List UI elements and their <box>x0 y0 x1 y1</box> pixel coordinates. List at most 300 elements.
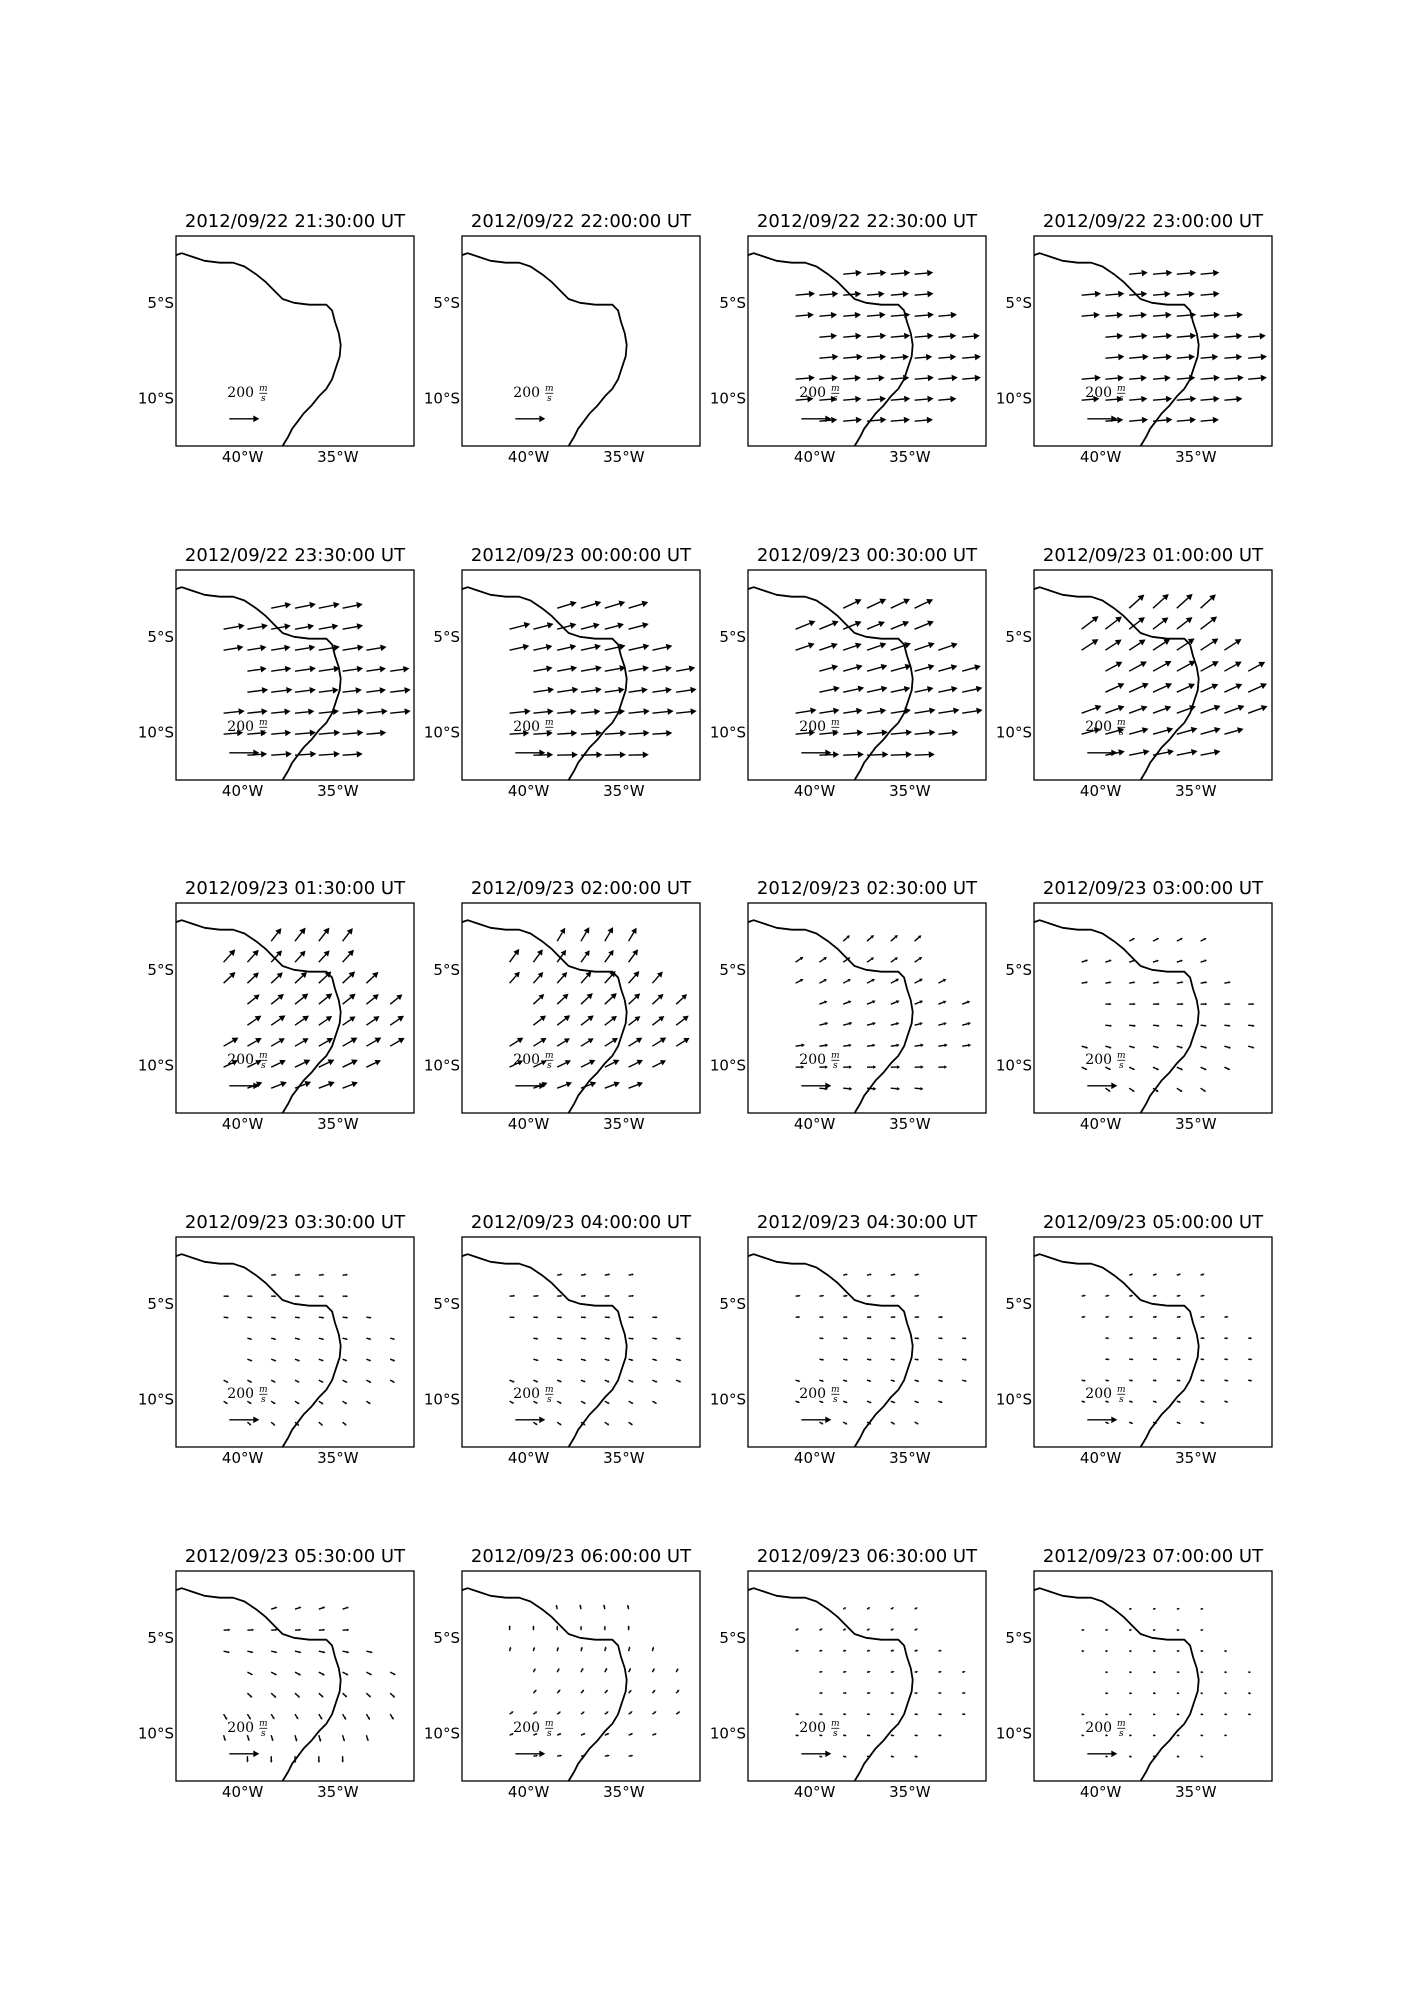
wind-vector <box>581 1295 586 1297</box>
wind-vector <box>1201 594 1216 608</box>
wind-vector <box>676 708 696 715</box>
wind-vector <box>295 1401 300 1404</box>
wind-vector <box>295 730 316 737</box>
wind-vector <box>1129 595 1144 609</box>
wind-vector <box>295 1274 301 1276</box>
coastline <box>176 253 341 446</box>
wind-vector <box>796 312 814 319</box>
axes-frame <box>748 903 986 1113</box>
x-tick-label: 35°W <box>889 782 931 800</box>
wind-vector <box>1105 1024 1112 1027</box>
wind-vector <box>915 1713 919 1715</box>
wind-vector <box>1129 1629 1132 1631</box>
wind-vector <box>891 291 909 298</box>
coastline <box>748 920 913 1113</box>
scale-unit-numerator: m <box>831 1050 840 1061</box>
wind-vector <box>557 1295 562 1297</box>
wind-vector <box>652 1380 657 1382</box>
scale-unit-numerator: m <box>545 1384 554 1395</box>
wind-vector <box>1201 333 1220 340</box>
scale-value: 200 <box>1085 1051 1113 1068</box>
wind-vector <box>1129 661 1147 671</box>
wind-vector <box>938 1692 941 1694</box>
x-tick-label: 35°W <box>603 1449 645 1467</box>
wind-vector <box>1177 1358 1181 1360</box>
wind-vector <box>605 1733 610 1735</box>
wind-vector <box>1177 1067 1183 1070</box>
x-tick-label: 40°W <box>507 448 550 466</box>
coastline <box>1034 587 1199 780</box>
wind-vector <box>938 375 957 382</box>
wind-vector <box>629 1316 635 1318</box>
wind-vector <box>938 1358 943 1360</box>
wind-vector <box>1248 333 1266 340</box>
wind-vector <box>915 270 934 277</box>
wind-vector <box>247 1295 253 1297</box>
wind-vector <box>676 1690 679 1694</box>
wind-vector <box>271 1060 286 1067</box>
wind-vector <box>343 1016 356 1025</box>
wind-vector <box>652 644 672 650</box>
wind-vector <box>676 1711 680 1714</box>
wind-vector <box>819 354 838 361</box>
x-tick-label: 40°W <box>1079 1783 1122 1801</box>
wind-vector <box>1105 683 1124 692</box>
panel-title: 2012/09/22 22:00:00 UT <box>470 211 692 232</box>
scale-unit-numerator: m <box>259 1384 268 1395</box>
scale-unit-denominator: s <box>546 1060 552 1071</box>
wind-vector <box>1105 354 1124 361</box>
wind-vector <box>1177 1316 1181 1318</box>
x-tick-label: 35°W <box>603 1783 645 1801</box>
wind-vector <box>1201 1316 1205 1318</box>
wind-vector <box>843 312 861 319</box>
scale-unit-denominator: s <box>546 1728 552 1739</box>
wind-vector <box>1177 375 1195 382</box>
wind-vector <box>1129 333 1147 340</box>
wind-vector <box>533 622 553 629</box>
wind-vector <box>1201 1046 1208 1049</box>
wind-vector <box>271 1380 276 1382</box>
wind-vector <box>605 1422 610 1425</box>
wind-vector <box>915 621 934 630</box>
wind-vector <box>1082 616 1099 629</box>
wind-vector <box>1201 960 1207 963</box>
x-tick-label: 40°W <box>1079 782 1122 800</box>
wind-vector <box>1248 662 1265 671</box>
panel <box>710 1212 986 1467</box>
wind-vector <box>962 1044 971 1047</box>
axes-frame <box>748 570 986 780</box>
scale-unit-numerator: m <box>1117 717 1126 728</box>
scale-unit-denominator: s <box>832 1060 838 1071</box>
wind-vector <box>1105 1003 1111 1005</box>
wind-vector <box>867 333 886 340</box>
map-area <box>176 587 411 780</box>
wind-vector <box>891 686 911 692</box>
wind-vector <box>629 1359 634 1361</box>
wind-vector <box>533 1689 536 1693</box>
wind-vector <box>581 1359 586 1361</box>
wind-vector <box>1201 1629 1204 1631</box>
axes-frame <box>462 236 700 446</box>
wind-vector <box>247 1016 261 1026</box>
y-tick-label: 5°S <box>147 1294 174 1313</box>
wind-vector <box>1201 684 1219 693</box>
wind-vector <box>1082 1629 1085 1631</box>
wind-vector <box>819 1337 824 1339</box>
wind-vector <box>1224 1379 1228 1381</box>
wind-vector <box>557 665 577 671</box>
panel-title: 2012/09/23 02:30:00 UT <box>756 878 978 899</box>
wind-vector <box>366 708 387 715</box>
wind-vector <box>915 664 935 671</box>
wind-vector <box>891 1692 895 1694</box>
scale-value: 200 <box>513 718 541 735</box>
wind-vector <box>557 972 567 983</box>
wind-vector <box>1177 1379 1181 1381</box>
wind-vector <box>843 270 862 277</box>
axes-frame <box>1034 236 1272 446</box>
panel <box>996 1212 1272 1467</box>
wind-vector <box>1201 616 1217 629</box>
wind-vector <box>224 623 245 629</box>
wind-vector <box>271 1295 276 1297</box>
wind-vector <box>938 312 957 319</box>
wind-vector <box>557 1422 561 1425</box>
wind-vector <box>891 957 898 962</box>
y-tick-label: 10°S <box>423 723 460 742</box>
wind-vector <box>533 1711 537 1714</box>
wind-vector <box>915 1000 924 1004</box>
wind-vector <box>796 708 817 715</box>
axes-frame <box>748 1571 986 1781</box>
wind-vector <box>819 291 838 298</box>
axes-frame <box>1034 903 1272 1113</box>
wind-vector <box>1224 1067 1230 1070</box>
wind-vector <box>1153 705 1171 713</box>
wind-vector <box>891 599 910 609</box>
scale-unit-denominator: s <box>1118 1394 1124 1405</box>
coastline <box>176 1254 341 1447</box>
wind-vector <box>319 751 340 758</box>
wind-vector <box>938 396 956 403</box>
wind-vector <box>891 1671 895 1673</box>
wind-vector <box>843 1692 847 1694</box>
y-tick-label: 5°S <box>719 627 746 646</box>
wind-vector <box>915 979 923 983</box>
wind-vector <box>1177 1295 1181 1297</box>
wind-vector <box>605 1359 610 1361</box>
wind-vector <box>1177 1024 1183 1026</box>
scale-arrow <box>515 1082 545 1089</box>
x-tick-label: 35°W <box>1175 782 1217 800</box>
wind-vector <box>390 1380 395 1383</box>
wind-vector <box>1177 270 1196 277</box>
wind-vector <box>605 1082 620 1089</box>
scale-unit-denominator: s <box>832 1728 838 1739</box>
wind-vector <box>843 1273 848 1275</box>
wind-vector <box>271 1672 277 1675</box>
wind-vector <box>676 1038 689 1046</box>
wind-vector <box>891 621 909 629</box>
wind-vector <box>867 664 887 671</box>
wind-vector <box>271 1651 277 1653</box>
wind-vector <box>1177 1629 1180 1631</box>
wind-vector <box>366 1359 371 1361</box>
wind-vector <box>510 622 531 629</box>
wind-vector <box>676 1337 681 1339</box>
wind-vector <box>319 623 339 629</box>
wind-vector <box>1129 1003 1136 1006</box>
wind-vector <box>843 643 862 651</box>
wind-vector <box>343 1735 346 1741</box>
scale-unit-numerator: m <box>1117 1718 1126 1729</box>
wind-vector <box>843 1671 846 1673</box>
wind-vector <box>1105 705 1124 713</box>
scale-arrow <box>229 1750 259 1757</box>
wind-vector <box>366 645 386 652</box>
wind-vector <box>605 1295 610 1297</box>
x-tick-label: 35°W <box>317 1783 359 1801</box>
wind-vector <box>867 1065 876 1069</box>
y-tick-label: 5°S <box>719 1628 746 1647</box>
wind-vector <box>343 1693 348 1697</box>
scale-unit-numerator: m <box>545 717 554 728</box>
wind-vector <box>1153 960 1159 962</box>
wind-vector <box>271 708 290 715</box>
wind-vector <box>1248 1671 1251 1673</box>
x-tick-label: 40°W <box>221 448 264 466</box>
wind-vector <box>915 1755 918 1757</box>
wind-vector <box>343 1274 348 1276</box>
wind-vector <box>915 354 933 361</box>
x-tick-label: 35°W <box>889 448 931 466</box>
y-tick-label: 5°S <box>147 293 174 312</box>
wind-vector <box>319 644 340 651</box>
wind-vector <box>581 1689 584 1693</box>
wind-vector <box>1129 354 1148 361</box>
wind-vector <box>915 1337 920 1339</box>
map-area <box>176 920 405 1113</box>
wind-vector <box>629 1337 634 1339</box>
y-tick-label: 10°S <box>423 1056 460 1075</box>
panel-title: 2012/09/22 23:30:00 UT <box>184 545 406 566</box>
wind-vector <box>1105 1629 1108 1631</box>
wind-vector <box>1153 333 1172 340</box>
wind-vector <box>605 644 626 651</box>
wind-vector <box>319 1672 325 1675</box>
panel <box>138 878 414 1133</box>
wind-vector <box>891 1065 900 1069</box>
wind-vector <box>1153 270 1172 277</box>
wind-vector <box>915 729 936 736</box>
axes-frame <box>462 903 700 1113</box>
wind-vector <box>533 1337 538 1339</box>
wind-vector <box>938 1316 943 1318</box>
map-area <box>1034 253 1267 446</box>
wind-vector <box>1105 375 1123 382</box>
wind-vector <box>581 927 589 941</box>
coastline <box>748 1254 913 1447</box>
wind-vector <box>605 751 626 758</box>
wind-vector <box>1177 312 1196 319</box>
scale-unit-numerator: m <box>1117 1050 1126 1061</box>
wind-vector <box>652 1359 657 1361</box>
wind-vector <box>557 1755 562 1757</box>
wind-vector <box>1248 1379 1252 1381</box>
panel-title: 2012/09/23 06:00:00 UT <box>470 1546 692 1567</box>
wind-vector <box>938 730 958 737</box>
wind-vector <box>1129 270 1148 277</box>
wind-vector <box>676 666 695 672</box>
wind-vector <box>1248 1713 1251 1715</box>
map-area <box>176 1588 396 1781</box>
axes-frame <box>176 903 414 1113</box>
wind-vector <box>510 949 520 962</box>
wind-vector <box>891 1607 894 1609</box>
wind-vector <box>295 1735 298 1742</box>
wind-vector <box>1129 1316 1133 1318</box>
wind-vector <box>915 1044 924 1048</box>
scale-arrow <box>1087 1082 1117 1089</box>
wind-vector <box>1224 396 1242 403</box>
wind-vector <box>319 1316 325 1318</box>
wind-vector <box>343 1629 350 1632</box>
wind-vector <box>1082 1046 1089 1049</box>
wind-vector <box>938 1001 946 1005</box>
wind-vector <box>557 1689 560 1693</box>
map-area <box>748 587 983 780</box>
wind-vector <box>247 972 258 983</box>
wind-vector <box>962 354 981 361</box>
wind-vector <box>867 1734 871 1736</box>
scale-unit-numerator: m <box>259 1050 268 1061</box>
wind-vector <box>915 417 933 424</box>
wind-vector <box>533 949 542 962</box>
wind-vector <box>224 1316 229 1318</box>
wind-vector <box>1129 1608 1132 1610</box>
map-area <box>462 1588 680 1781</box>
panel-grid <box>138 211 1272 1801</box>
wind-vector <box>1201 1650 1204 1652</box>
wind-vector <box>629 1295 634 1297</box>
wind-vector <box>1082 639 1099 650</box>
wind-vector <box>1153 1734 1156 1736</box>
wind-vector <box>1129 1671 1132 1673</box>
wind-vector <box>843 751 864 758</box>
wind-vector <box>915 708 936 715</box>
wind-vector <box>652 665 671 671</box>
wind-vector <box>271 1693 276 1698</box>
wind-vector <box>843 599 861 608</box>
wind-vector <box>605 1338 611 1340</box>
wind-vector <box>1177 1401 1181 1403</box>
wind-vector <box>295 972 307 983</box>
wind-vector <box>1177 705 1196 713</box>
wind-vector <box>938 1650 941 1652</box>
panel <box>424 1212 700 1467</box>
panel <box>710 211 986 466</box>
coastline <box>462 587 627 780</box>
wind-vector <box>1201 1088 1206 1092</box>
y-tick-label: 10°S <box>995 723 1032 742</box>
wind-vector <box>247 1422 251 1425</box>
axes-frame <box>462 570 700 780</box>
wind-vector <box>843 1000 851 1004</box>
wind-vector <box>557 1359 562 1361</box>
wind-vector <box>843 375 861 382</box>
panel <box>710 545 986 800</box>
wind-vector <box>508 1625 510 1630</box>
wind-vector <box>271 666 291 673</box>
wind-vector <box>319 950 330 962</box>
wind-vector <box>557 687 578 694</box>
wind-vector <box>580 1647 582 1652</box>
wind-vector <box>938 1044 947 1048</box>
wind-vector <box>343 1081 358 1088</box>
wind-vector <box>605 730 626 737</box>
wind-vector <box>915 1358 920 1360</box>
wind-vector <box>891 1755 895 1757</box>
wind-vector <box>1105 1755 1108 1757</box>
x-tick-label: 35°W <box>1175 1115 1217 1133</box>
wind-vector <box>581 950 590 962</box>
x-tick-label: 35°W <box>317 448 359 466</box>
scale-value: 200 <box>799 384 827 401</box>
scale-unit-numerator: m <box>831 717 840 728</box>
wind-vector <box>1177 683 1195 692</box>
y-tick-label: 10°S <box>995 1724 1032 1743</box>
wind-vector <box>1153 375 1171 382</box>
wind-vector <box>867 1692 871 1694</box>
wind-vector <box>1129 1046 1135 1048</box>
wind-vector <box>319 1714 322 1720</box>
panel-title: 2012/09/23 04:00:00 UT <box>470 1212 692 1233</box>
scale-value: 200 <box>1085 1385 1113 1402</box>
wind-vector <box>819 1295 824 1297</box>
wind-vector <box>652 971 662 983</box>
wind-vector <box>843 1358 848 1360</box>
scale-arrow <box>801 1416 831 1423</box>
axes-frame <box>176 570 414 780</box>
wind-vector <box>555 1604 557 1609</box>
map-area <box>176 253 341 446</box>
wind-vector <box>581 1060 595 1067</box>
scale-value: 200 <box>799 1719 827 1736</box>
wind-vector <box>390 687 410 694</box>
wind-vector <box>581 1015 594 1025</box>
wind-vector <box>629 1733 634 1735</box>
x-tick-label: 35°W <box>603 448 645 466</box>
map-area <box>748 920 971 1113</box>
wind-vector <box>629 1060 643 1067</box>
coastline <box>462 253 627 446</box>
panel <box>424 878 700 1133</box>
wind-vector <box>891 729 912 736</box>
coastline <box>1034 920 1199 1113</box>
wind-vector <box>581 1711 585 1714</box>
y-tick-label: 5°S <box>147 627 174 646</box>
wind-vector <box>533 666 552 672</box>
wind-vector <box>390 708 410 715</box>
wind-vector <box>295 1606 302 1609</box>
wind-vector <box>366 1401 370 1404</box>
wind-vector <box>247 645 266 652</box>
wind-vector <box>867 1358 872 1360</box>
wind-vector <box>1177 1692 1180 1694</box>
wind-vector <box>1224 727 1243 734</box>
